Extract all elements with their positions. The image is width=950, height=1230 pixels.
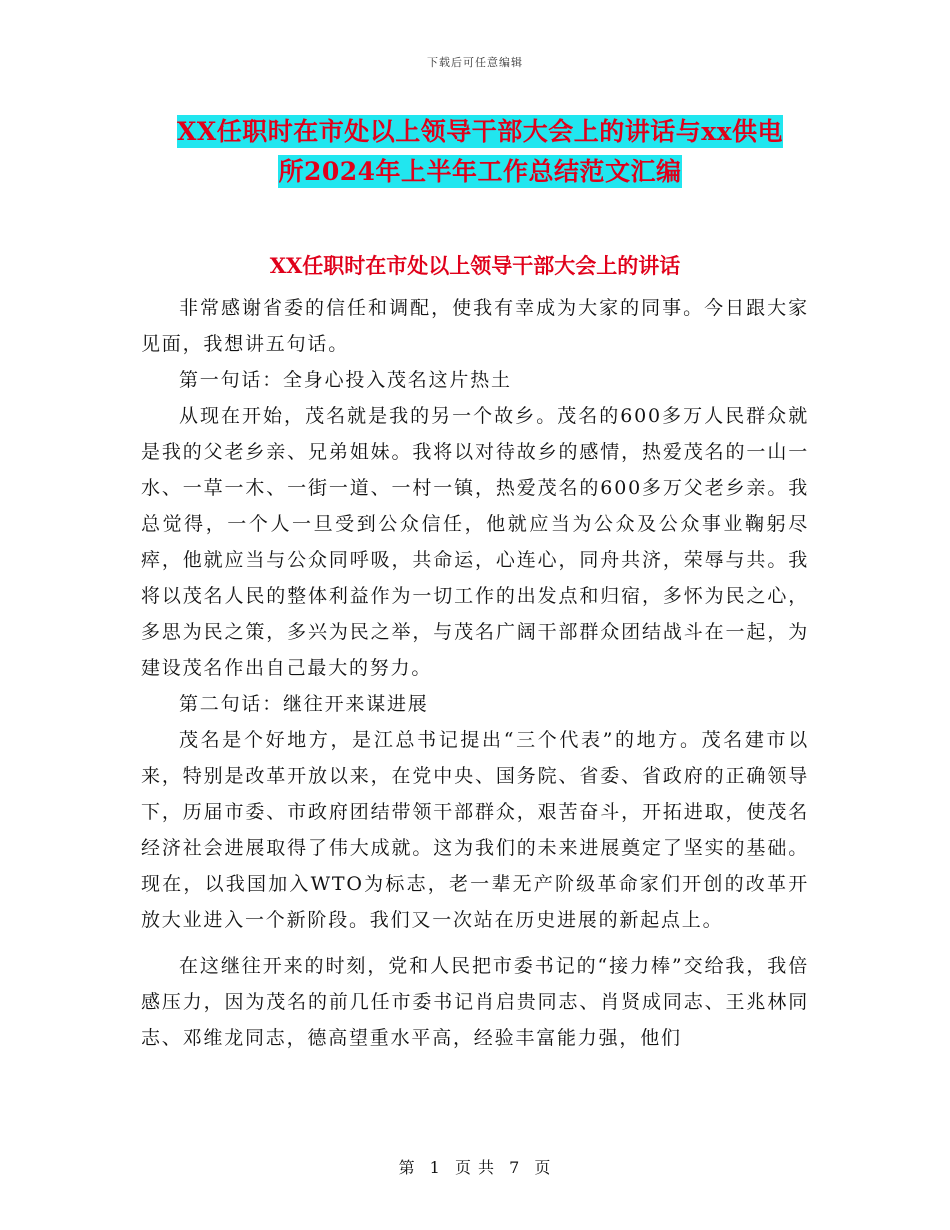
document-title-line-2: 所2024年上半年工作总结范文汇编 bbox=[278, 157, 682, 186]
footer-prefix: 第 bbox=[398, 1158, 416, 1177]
body-text bbox=[141, 290, 809, 1056]
footer-mid: 页 共 bbox=[454, 1158, 496, 1177]
document-title bbox=[120, 112, 840, 192]
footer-total-pages: 7 bbox=[509, 1158, 521, 1177]
paragraph-third: 在这继往开来的时刻，党和人民把市委书记的“接力棒”交给我，我倍感压力，因为茂名的前几任市委书记肖启贵同志、肖贤成同志、王兆林同志、邓维龙同志，德高望重水平高，经验丰富能力强，他们 bbox=[141, 955, 809, 1049]
paragraph-intro: 非常感谢省委的信任和调配，使我有幸成为大家的同事。今日跟大家见面，我想讲五句话。 bbox=[141, 297, 809, 355]
document-title-line-1: XX任职时在市处以上领导干部大会上的讲话与xx供电 bbox=[176, 117, 784, 146]
subheading-first: 第一句话：全身心投入茂名这片热土 bbox=[179, 369, 512, 391]
paragraph-first: 从现在开始，茂名就是我的另一个故乡。茂名的600多万人民群众就是我的父老乡亲、兄弟姐妹。我将以对待故乡的感情，热爱茂名的一山一水、一草一木、一街一道、一村一镇，热爱茂名的600多万父老乡亲。我总觉得，一个人一旦受到公众信任，他就应当为公众及公众事业鞠躬尽瘁，他就应当与公众同呼吸，共命运，心连心，同舟共济，荣辱与共。我将以茂名人民的整体利益作为一切工作的出发点和归宿，多怀为民之心，多思为民之策，多兴为民之举，与茂名广阔干部群众团结战斗在一起，为建设茂名作出自己最大的努力。 bbox=[141, 405, 809, 679]
section-title: XX任职时在市处以上领导干部大会上的讲话 bbox=[269, 253, 681, 278]
header-note: 下载后可任意编辑 bbox=[427, 56, 523, 69]
page-footer bbox=[0, 1155, 950, 1178]
footer-page-number: 1 bbox=[429, 1158, 441, 1177]
subheading-second: 第二句话：继往开来谋进展 bbox=[179, 693, 429, 715]
paragraph-second: 茂名是个好地方，是江总书记提出“三个代表”的地方。茂名建市以来，特别是改革开放以来，在党中央、国务院、省委、省政府的正确领导下，历届市委、市政府团结带领干部群众，艰苦奋斗，开拓进取，使茂名经济社会进展取得了伟大成就。这为我们的未来进展奠定了坚实的基础。现在，以我国加入WTO为标志，老一辈无产阶级革命家们开创的改革开放大业进入一个新阶段。我们又一次站在历史进展的新起点上。 bbox=[141, 729, 809, 931]
footer-suffix: 页 bbox=[534, 1158, 552, 1177]
